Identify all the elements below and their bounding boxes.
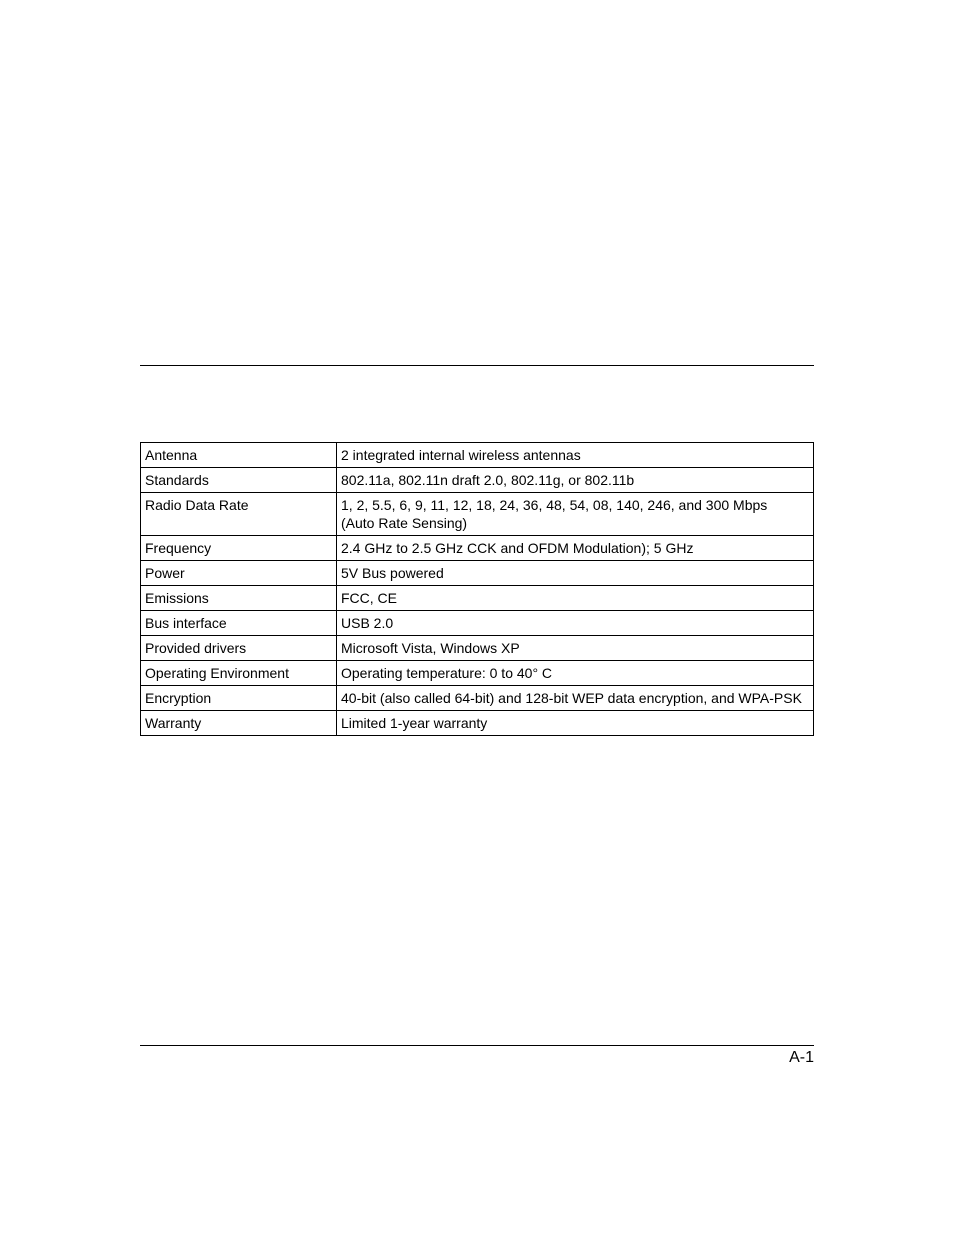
table-row: [141, 611, 814, 636]
specifications-table: [140, 442, 814, 736]
spec-label: Operating Environment: [141, 661, 337, 686]
spec-value-line-2: (Auto Rate Sensing): [341, 515, 468, 531]
header-divider: [140, 365, 814, 366]
table-row: [141, 443, 814, 468]
spec-value: 2 integrated internal wireless antennas: [337, 443, 814, 468]
table-row: [141, 493, 814, 536]
spec-value: 802.11a, 802.11n draft 2.0, 802.11g, or 802.11b: [337, 468, 814, 493]
spec-label: Antenna: [141, 443, 337, 468]
footer-divider: [140, 1045, 814, 1046]
spec-value: 5V Bus powered: [337, 561, 814, 586]
table-row: [141, 711, 814, 736]
spec-label: Power: [141, 561, 337, 586]
table-row: [141, 661, 814, 686]
spec-label: Provided drivers: [141, 636, 337, 661]
spec-value: Operating temperature: 0 to 40° C: [337, 661, 814, 686]
spec-value: 2.4 GHz to 2.5 GHz CCK and OFDM Modulation); 5 GHz: [337, 536, 814, 561]
table-row: [141, 636, 814, 661]
table-row: [141, 686, 814, 711]
spec-value-line-1: 1, 2, 5.5, 6, 9, 11, 12, 18, 24, 36, 48, 54, 08, 140, 246, and 300 Mbps: [341, 497, 768, 513]
table-row: [141, 468, 814, 493]
spec-value: 40-bit (also called 64-bit) and 128-bit WEP data encryption, and WPA-PSK: [337, 686, 814, 711]
spec-label: Warranty: [141, 711, 337, 736]
spec-label: Radio Data Rate: [141, 493, 337, 536]
spec-label: Bus interface: [141, 611, 337, 636]
spec-label: Frequency: [141, 536, 337, 561]
spec-value: USB 2.0: [337, 611, 814, 636]
table-row: [141, 586, 814, 611]
page-number: A-1: [789, 1049, 814, 1066]
spec-value: Limited 1-year warranty: [337, 711, 814, 736]
table-row: [141, 536, 814, 561]
spec-value: FCC, CE: [337, 586, 814, 611]
spec-label: Encryption: [141, 686, 337, 711]
spec-label: Emissions: [141, 586, 337, 611]
spec-value-multiline: [337, 493, 814, 536]
table-row: [141, 561, 814, 586]
spec-label: Standards: [141, 468, 337, 493]
spec-value: Microsoft Vista, Windows XP: [337, 636, 814, 661]
